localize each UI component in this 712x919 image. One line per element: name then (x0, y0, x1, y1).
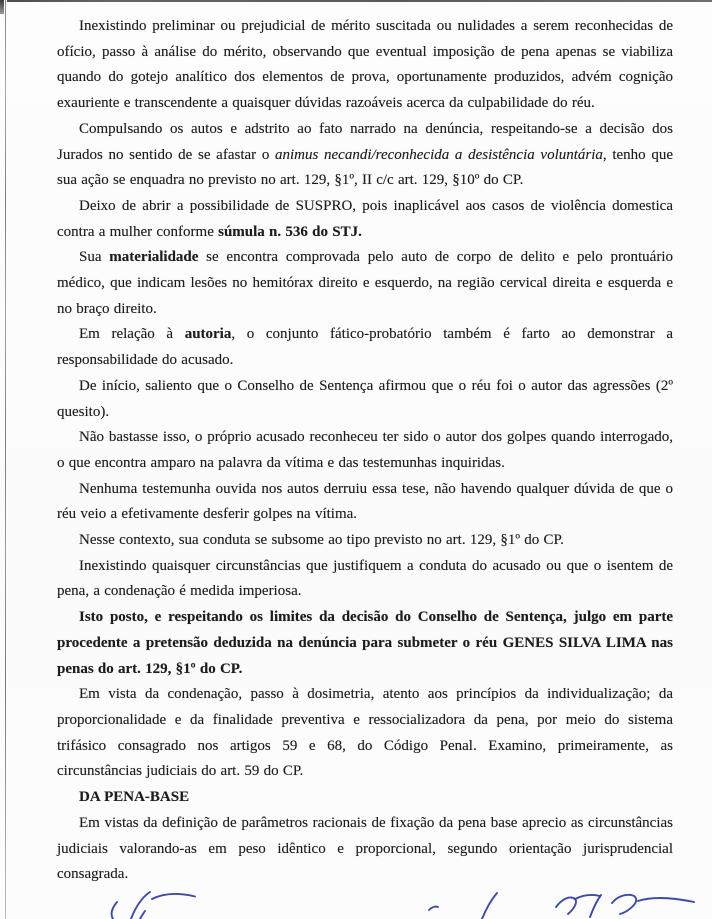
text-run: se encontra comprovada pelo auto de corpo de delito e pelo prontuário médico, que indicam lesões no hemitórax direito e esquerdo, na região cervical direita e esquerda e no braço direito. (57, 249, 674, 317)
text-run: , tenho que sua ação se enquadra no previsto no art. 129, §1º, II c/c art. 129, §10º do CP. (57, 146, 674, 189)
paragraph-condenacao-imperiosa (57, 554, 673, 605)
text-run: Em relação à (79, 326, 185, 343)
bold-run-dispositivo: Isto posto, e respeitando os limites da decisão do Conselho de Sentença, julgo em parte procedente a pretensão deduzida na denúncia para submeter o réu GENES SILVA LIMA nas penas do art. 129, §1º do CP. (57, 609, 673, 677)
italic-run-animus-necandi: animus necandi/reconhecida a desistência voluntária (275, 146, 603, 163)
text-run: Não bastasse isso, o próprio acusado reconheceu ter sido o autor dos golpes quando interrogado, o que encontra amparo na palavra da vítima e das testemunhas inquiridas. (57, 429, 673, 471)
pen-stroke (112, 902, 117, 919)
pen-stroke (429, 907, 438, 910)
text-run: Sua (79, 249, 110, 266)
pen-stroke (140, 911, 145, 919)
paragraph-dosimetria (57, 682, 673, 785)
signature-ink-right (429, 893, 694, 919)
signature-ink-left (112, 892, 195, 919)
pen-stroke (482, 893, 497, 919)
heading-da-pena-base (57, 785, 673, 811)
bold-run-sumula-536-stj: súmula n. 536 do STJ. (218, 223, 362, 240)
paragraph-confissao-acusado (57, 425, 673, 476)
pen-stroke (612, 895, 636, 914)
text-run: Em vistas da definição de parâmetros racionais de fixação da pena base aprecio as circunstâncias judiciais valorando-as em peso idêntico e proporcional, segundo orientação jurisprudencial consagrada. (57, 814, 673, 883)
bold-run-materialidade: materialidade (109, 249, 199, 266)
text-run: Nesse contexto, sua conduta se subsome ao tipo previsto no art. 129, §1º do CP. (79, 532, 564, 549)
paragraph-autoria (57, 322, 673, 373)
text-run: De início, saliento que o Conselho de Sentença afirmou que o réu foi o autor das agressões (2º quesito). (57, 377, 673, 420)
pen-stroke (590, 895, 601, 917)
paragraph-pena-base-criterios (57, 811, 673, 888)
text-run: Compulsando os autos e adstrito ao fato narrado na denúncia, respeitando-se a decisão dos Jurados no sentido de se afastar o (57, 120, 673, 163)
paragraph-compulsando-autos (57, 117, 673, 194)
paragraph-testemunhas (57, 477, 673, 528)
scan-corner-mark-artifact (0, 0, 4, 14)
text-run: Nenhuma testemunha ouvida nos autos derruiu essa tese, não havendo qualquer dúvida de que o réu veio a efetivamente desferir golpes na vítima. (57, 480, 673, 523)
text-run: Inexistindo preliminar ou prejudicial de mérito suscitada ou nulidades a serem reconhecidas de ofício, passo à análise do mérito, observando que eventual imposição de pena apenas se viabiliza quando do gotejo analítico dos elementos de prova, oportunamente produzidos, advém cognição exauriente e transcendente a quaisquer dúvidas razoáveis acerca da culpabilidade do réu. (57, 18, 673, 112)
text-run: Em vista da condenação, passo à dosimetria, atento aos princípios da individualização; da proporcionalidade e da finalidade preventiva e ressocializadora da pena, por meio do sistema trifásico consagrado nos artigos 59 e 68, do Código Penal. Examino, primeiramente, as circunstâncias judiciais do art. 59 do CP. (57, 686, 673, 780)
pen-stroke (556, 897, 576, 914)
bold-run-heading: DA PENA-BASE (79, 789, 190, 806)
document-body (57, 14, 673, 888)
scan-top-edge-artifact (7, 0, 712, 2)
paragraph-preliminar-merito (57, 14, 673, 117)
signature-ink-strip (0, 885, 712, 919)
paragraph-subsuncao (57, 528, 673, 554)
text-run: , o conjunto fático-probatório também é farto ao demonstrar a responsabilidade do acusado. (57, 326, 674, 369)
pen-stroke (131, 892, 150, 919)
pen-stroke (152, 894, 195, 899)
pen-stroke (575, 895, 600, 899)
paragraph-conselho-sentenca (57, 374, 673, 425)
text-run: Inexistindo quaisquer circunstâncias que justifiquem a conduta do acusado ou que o isentem de pena, a condenação é medida imperiosa. (57, 557, 673, 600)
text-run: Deixo de abrir a possibilidade de SUSPRO, pois inaplicável aos casos de violência domestica contra a mulher conforme (57, 197, 673, 240)
pen-stroke (638, 898, 694, 902)
paragraph-dispositivo-julgamento (57, 605, 673, 682)
paragraph-materialidade (57, 245, 673, 322)
scan-left-edge-line-artifact (5, 0, 6, 919)
bold-run-autoria: autoria (184, 326, 232, 343)
paragraph-suspro (57, 194, 673, 245)
